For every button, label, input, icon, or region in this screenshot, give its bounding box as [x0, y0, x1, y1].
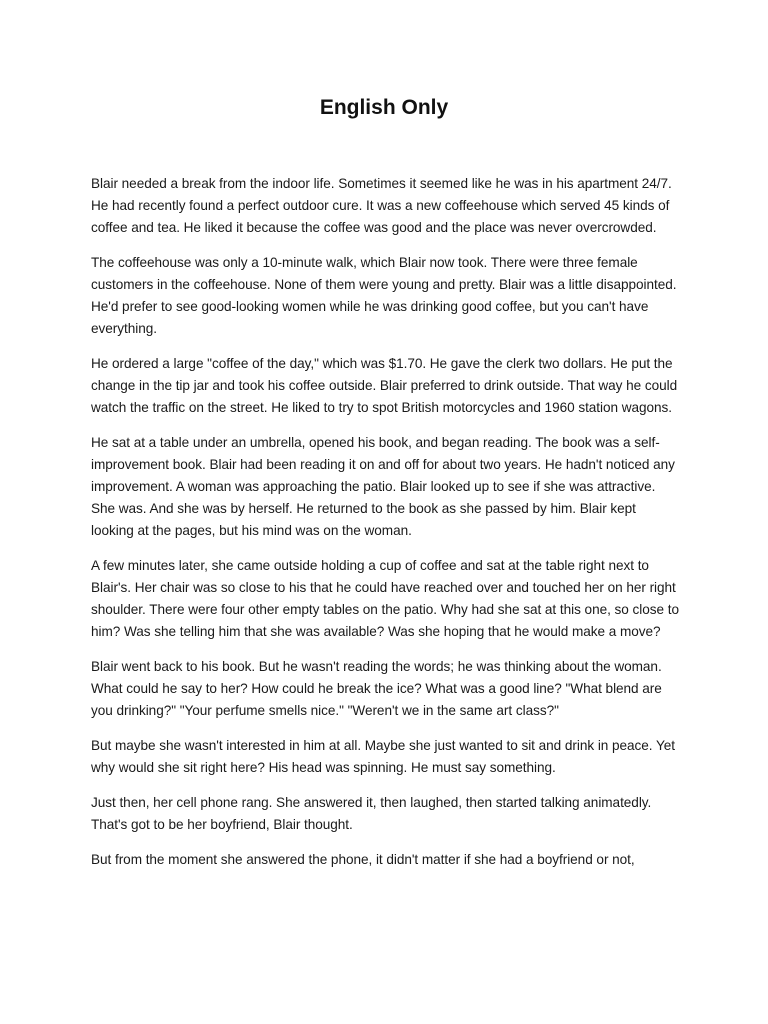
paragraph: He ordered a large "coffee of the day," which was $1.70. He gave the clerk two dollars. He put the change in the tip jar and took his coffee outside. Blair preferred to drink outside. That way he could watch the traffic on the street. He liked to try to spot British motorcycles and 1960 station wagons.: [91, 356, 678, 415]
paragraph: But maybe she wasn't interested in him at all. Maybe she just wanted to sit and drink in peace. Yet why would she sit right here? His head was spinning. He must say something.: [91, 738, 676, 775]
paragraph: The coffeehouse was only a 10-minute walk, which Blair now took. There were three female customers in the coffeehouse. None of them were young and pretty. Blair was a little disappointed. He'd prefer to see good-looking women while he was drinking good coffee, but you can't have everything.: [91, 255, 677, 336]
paragraph: Blair went back to his book. But he wasn't reading the words; he was thinking about the woman. What could he say to her? How could he break the ice? What was a good line? "What blend are you drinking?" "Your perfume smells nice." "Weren't we in the same art class?": [91, 659, 662, 718]
paragraph: Just then, her cell phone rang. She answered it, then laughed, then started talking animatedly. That's got to be her boyfriend, Blair thought.: [91, 795, 652, 832]
paragraph: But from the moment she answered the phone, it didn't matter if she had a boyfriend or not,: [91, 852, 635, 867]
paragraph: He sat at a table under an umbrella, opened his book, and began reading. The book was a self-improvement book. Blair had been reading it on and off for about two years. He hadn't noticed any improvement. A woman was approaching the patio. Blair looked up to see if she was attractive. She was. And she was by herself. He returned to the book as she passed by him. Blair kept looking at the pages, but his mind was on the woman.: [91, 435, 675, 538]
paragraph: Blair needed a break from the indoor life. Sometimes it seemed like he was in his apartment 24/7. He had recently found a perfect outdoor cure. It was a new coffeehouse which served 45 kinds of coffee and tea. He liked it because the coffee was good and the place was never overcrowded.: [91, 176, 672, 235]
document-title: English Only: [319, 96, 449, 119]
paragraph: A few minutes later, she came outside holding a cup of coffee and sat at the table right next to Blair's. Her chair was so close to his that he could have reached over and touched her on her right shoulder. There were four other empty tables on the patio. Why had she sat at this one, so close to him? Was she telling him that she was available? Was she hoping that he would make a move?: [91, 558, 679, 639]
document-body: [91, 173, 681, 884]
